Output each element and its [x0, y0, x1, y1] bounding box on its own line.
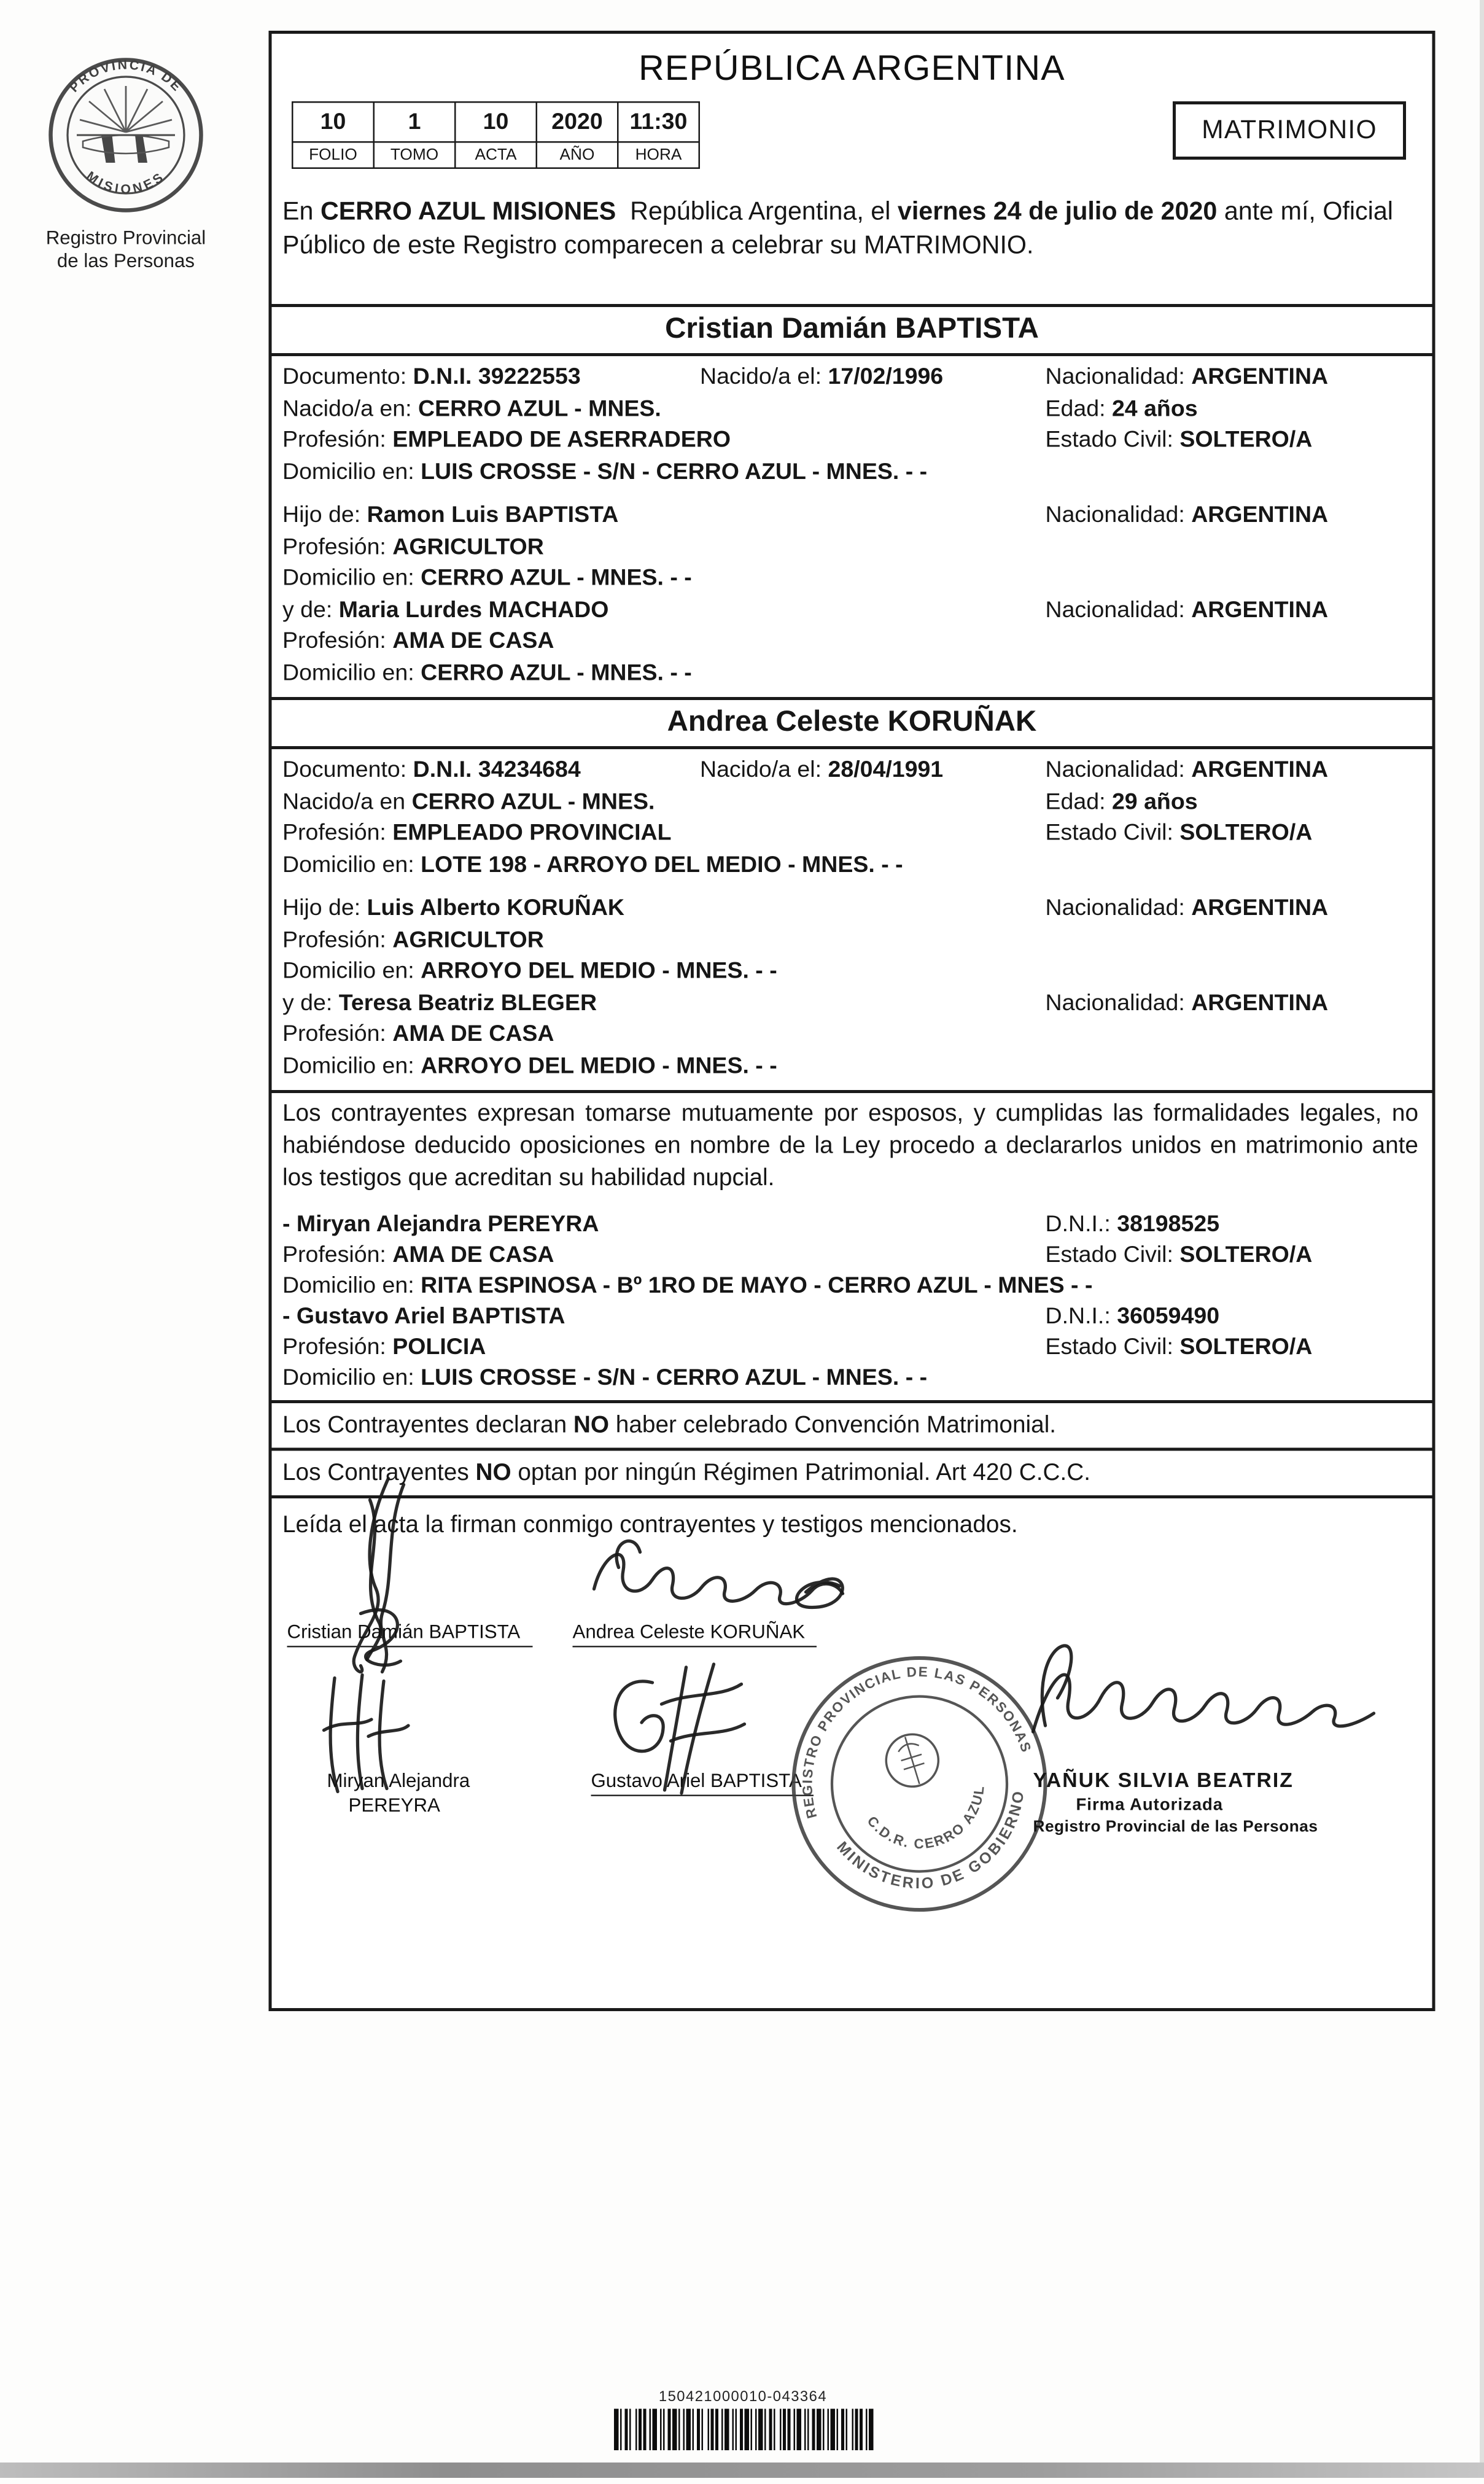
- groom-details: [272, 356, 1432, 697]
- bride-mother-row: [272, 989, 1432, 1021]
- field: [282, 820, 672, 846]
- bride-details: [272, 749, 1432, 1090]
- field-label: Domicilio en:: [282, 851, 414, 878]
- field-label: Nacido/a el:: [700, 757, 822, 783]
- field: [282, 1212, 599, 1238]
- field-label: Profesión:: [282, 926, 386, 953]
- intro-place: CERRO AZUL MISIONES: [320, 198, 616, 226]
- field-value: Ramon Luis BAPTISTA: [367, 502, 619, 528]
- province-seal: [46, 55, 206, 215]
- groom-profession-row: [272, 427, 1432, 458]
- field: [1046, 1304, 1220, 1330]
- field-label: Nacionalidad:: [1045, 364, 1185, 390]
- field-label: D.N.I.:: [1045, 1303, 1111, 1330]
- field: [282, 1021, 554, 1048]
- field-label: y de:: [282, 596, 333, 623]
- field-value: ARROYO DEL MEDIO - MNES. - -: [421, 1052, 777, 1079]
- field: [1046, 596, 1329, 623]
- field-value: 17/02/1996: [828, 364, 944, 390]
- groom-name-header: Cristian Damián BAPTISTA: [272, 304, 1432, 356]
- field-label: Domicilio en:: [282, 958, 414, 984]
- field-label: Hijo de:: [282, 895, 361, 921]
- field: [1046, 1334, 1313, 1361]
- bride-father-profession-row: [272, 927, 1432, 958]
- field-value: AMA DE CASA: [392, 628, 554, 654]
- field-value: ARGENTINA: [1191, 989, 1329, 1016]
- field-label: Documento:: [282, 757, 407, 783]
- field-label: Estado Civil:: [1045, 427, 1173, 453]
- field: [282, 427, 731, 453]
- groom-mother-profession-row: [272, 628, 1432, 660]
- field-value: 38198525: [1117, 1211, 1220, 1237]
- svg-text:REGISTRO PROVINCIAL DE LAS PER: [770, 1634, 1035, 1820]
- field: [282, 1242, 554, 1269]
- acta-value: 10: [455, 102, 537, 142]
- misiones-seal-icon: [46, 55, 206, 215]
- stamp-center-text: C.D.R. CERRO AZUL: [864, 1784, 987, 1852]
- intro-date: viernes 24 de julio de 2020: [897, 198, 1218, 226]
- field-label: y de:: [282, 989, 333, 1016]
- field-value: SOLTERO/A: [1179, 1334, 1313, 1360]
- registry-reference-table: [292, 101, 700, 169]
- folio-value: 10: [292, 102, 374, 142]
- field: [282, 1365, 927, 1392]
- act-type-badge: MATRIMONIO: [1173, 101, 1406, 160]
- seal-caption-line2: de las Personas: [56, 250, 195, 272]
- field-value: ARROYO DEL MEDIO - MNES. - -: [421, 958, 777, 984]
- bride-father-row: [272, 895, 1432, 927]
- folio-header: FOLIO: [292, 142, 374, 168]
- groom-father-profession-row: [272, 534, 1432, 565]
- groom-father-address-row: [272, 565, 1432, 596]
- field-value: 36059490: [1117, 1303, 1220, 1330]
- field-label: Domicilio en:: [282, 1365, 414, 1391]
- hora-header: HORA: [618, 142, 699, 168]
- field-label: Nacido/a en:: [282, 395, 412, 422]
- field-label: Nacionalidad:: [1045, 895, 1185, 921]
- field-label: Estado Civil:: [1045, 820, 1173, 846]
- field-label: Domicilio en:: [282, 458, 414, 485]
- field: [282, 989, 597, 1016]
- witness1-signature-name: Miryan Alejandra PEREYRA: [327, 1770, 470, 1816]
- closing-statement: Leída el acta la firman conmigo contrayentes y testigos mencionados.: [282, 1512, 1018, 1538]
- bride-profession-row: [272, 820, 1432, 851]
- field-label: Profesión:: [282, 427, 386, 453]
- declaration-text: Los Contrayentes: [282, 1460, 476, 1486]
- bride-name-header: Andrea Celeste KORUÑAK: [272, 697, 1432, 749]
- hora-value: 11:30: [618, 102, 699, 142]
- field: [282, 1334, 486, 1361]
- field-value: EMPLEADO DE ASERRADERO: [392, 427, 731, 453]
- field-value: D.N.I. 39222553: [413, 364, 581, 390]
- witness-name: - Gustavo Ariel BAPTISTA: [282, 1303, 565, 1330]
- declaration-emphasis: NO: [475, 1460, 511, 1486]
- barcode: [611, 2389, 875, 2450]
- witness1-address-row: [272, 1273, 1432, 1304]
- anio-value: 2020: [537, 102, 618, 142]
- convention-declaration: [272, 1400, 1432, 1448]
- field: [282, 364, 581, 391]
- field: [282, 1053, 777, 1079]
- field-value: AMA DE CASA: [392, 1021, 554, 1047]
- field-label: Nacionalidad:: [1045, 757, 1185, 783]
- declaration-text: Los Contrayentes declaran: [282, 1412, 573, 1439]
- field-value: LUIS CROSSE - S/N - CERRO AZUL - MNES. - -: [421, 1365, 928, 1391]
- field: [1046, 989, 1329, 1016]
- field: [282, 596, 608, 623]
- field-label: Nacido/a el:: [700, 364, 822, 390]
- tomo-value: 1: [374, 102, 456, 142]
- field: [1046, 788, 1198, 815]
- field-value: 24 años: [1111, 395, 1198, 422]
- intro-text: República Argentina, el: [616, 198, 898, 226]
- field: [700, 364, 943, 391]
- declaration-text: optan por ningún Régimen Patrimonial. Art 420 C.C.C.: [511, 1460, 1091, 1486]
- registry-values-row: [292, 102, 699, 142]
- official-signature-icon: [1018, 1633, 1402, 1769]
- field-label: Edad:: [1045, 395, 1106, 422]
- field: [282, 395, 661, 422]
- signatures-section: [272, 1541, 1432, 2008]
- document-title: REPÚBLICA ARGENTINA: [639, 47, 1065, 88]
- field: [700, 757, 943, 784]
- field-value: ARGENTINA: [1191, 757, 1329, 783]
- field-label: Profesión:: [282, 1021, 386, 1047]
- consent-paragraph: Los contrayentes expresan tomarse mutuamente por esposos, y cumplidas las formalidades legales, no habiéndose deducido oposiciones en nombre de la Ley procedo a declararlos unidos en matrimonio ante los testigos que acreditan su habilidad nupcial.: [272, 1090, 1432, 1199]
- field-value: AGRICULTOR: [392, 533, 544, 560]
- field-label: Edad:: [1045, 788, 1106, 815]
- stamp-arc-bottom-text: MINISTERIO DE GOBIERNO: [833, 1788, 1028, 1893]
- field: [282, 895, 624, 922]
- field: [282, 458, 927, 485]
- groom-document-row: [272, 364, 1432, 395]
- field-value: Luis Alberto KORUÑAK: [367, 895, 625, 921]
- official-signature-block: [1033, 1769, 1402, 1836]
- declaration-emphasis: NO: [573, 1412, 610, 1439]
- field-value: CERRO AZUL - MNES.: [418, 395, 661, 422]
- field-value: 28/04/1991: [828, 757, 944, 783]
- registry-headers-row: [292, 142, 699, 168]
- tomo-header: TOMO: [374, 142, 456, 168]
- field: [282, 927, 544, 953]
- field-value: AGRICULTOR: [392, 926, 544, 953]
- field: [1046, 820, 1313, 846]
- official-title: Firma Autorizada: [1076, 1796, 1224, 1815]
- field-label: Profesión:: [282, 1242, 386, 1268]
- groom-mother-row: [272, 596, 1432, 628]
- seal-arc-top-text: PROVINCIA DE: [66, 57, 185, 95]
- groom-address-row: [272, 458, 1432, 489]
- groom-mother-address-row: [272, 660, 1432, 691]
- witness1-profession-row: [272, 1242, 1432, 1273]
- field-value: CERRO AZUL - MNES. - -: [421, 659, 692, 686]
- field-value: ARGENTINA: [1191, 596, 1329, 623]
- field: [282, 958, 777, 984]
- field: [1046, 502, 1329, 529]
- spacer: [272, 883, 1432, 895]
- barcode-bars: [611, 2409, 875, 2451]
- field-label: Estado Civil:: [1045, 1334, 1173, 1360]
- field: [282, 534, 544, 560]
- bride-mother-profession-row: [272, 1021, 1432, 1053]
- anio-header: AÑO: [537, 142, 618, 168]
- stamp-crest-icon: [895, 1734, 930, 1787]
- field: [1046, 895, 1329, 922]
- field-value: EMPLEADO PROVINCIAL: [392, 820, 672, 846]
- field-label: D.N.I.:: [1045, 1211, 1111, 1237]
- seal-caption: [12, 227, 239, 273]
- official-organization: Registro Provincial de las Personas: [1033, 1818, 1318, 1836]
- field-label: Nacionalidad:: [1045, 502, 1185, 528]
- witness2-profession-row: [272, 1334, 1432, 1365]
- seal-arc-bottom-text: MISIONES: [84, 168, 168, 197]
- field-label: Profesión:: [282, 1334, 386, 1360]
- field-label: Documento:: [282, 364, 407, 390]
- field-label: Domicilio en:: [282, 659, 414, 686]
- field-value: Teresa Beatriz BLEGER: [338, 989, 597, 1016]
- certificate-body: [269, 31, 1435, 2011]
- groom-father-row: [272, 502, 1432, 534]
- field-value: ARGENTINA: [1191, 364, 1329, 390]
- witnesses-section: [272, 1199, 1432, 1401]
- field-label: Nacido/a en: [282, 788, 406, 815]
- witness-name: - Miryan Alejandra PEREYRA: [282, 1211, 599, 1237]
- bride-signature-name: Andrea Celeste KORUÑAK: [573, 1621, 818, 1643]
- bride-address-row: [272, 851, 1432, 882]
- field-label: Profesión:: [282, 533, 386, 560]
- bride-father-address-row: [272, 958, 1432, 989]
- barcode-number: 150421000010-043364: [658, 2389, 828, 2406]
- acta-header: ACTA: [455, 142, 537, 168]
- scan-edge-strip: [0, 2463, 1484, 2478]
- bride-birthplace-row: [272, 788, 1432, 820]
- field-value: CERRO AZUL - MNES. - -: [421, 565, 692, 591]
- scan-edge-line: [1479, 0, 1484, 2463]
- field-value: LUIS CROSSE - S/N - CERRO AZUL - MNES. - -: [421, 458, 928, 485]
- field-value: ARGENTINA: [1191, 895, 1329, 921]
- groom-signature-name: Cristian Damián BAPTISTA: [287, 1621, 533, 1643]
- witness1-name-row: [272, 1212, 1432, 1242]
- opening-paragraph: [272, 187, 1432, 263]
- declaration-text: haber celebrado Convención Matrimonial.: [609, 1412, 1057, 1439]
- field: [1046, 1242, 1313, 1269]
- groom-birthplace-row: [272, 395, 1432, 427]
- field-value: ARGENTINA: [1191, 502, 1329, 528]
- field-value: RITA ESPINOSA - Bº 1RO DE MAYO - CERRO AZUL - MNES - -: [421, 1272, 1093, 1299]
- field-label: Profesión:: [282, 820, 386, 846]
- field: [282, 660, 692, 686]
- field: [282, 757, 581, 784]
- bride-signature-icon: [582, 1525, 866, 1620]
- field: [282, 1273, 1092, 1299]
- field: [282, 628, 554, 655]
- field: [282, 502, 618, 529]
- field: [1046, 364, 1329, 391]
- field-value: AMA DE CASA: [392, 1242, 554, 1268]
- witness2-name-row: [272, 1304, 1432, 1334]
- field-label: Domicilio en:: [282, 1052, 414, 1079]
- spacer: [272, 490, 1432, 502]
- official-name: YAÑUK SILVIA BEATRIZ: [1033, 1769, 1294, 1792]
- field-label: Estado Civil:: [1045, 1242, 1173, 1268]
- field-value: SOLTERO/A: [1179, 427, 1313, 453]
- field-label: Nacionalidad:: [1045, 989, 1185, 1016]
- field-label: Profesión:: [282, 628, 386, 654]
- field-label: Hijo de:: [282, 502, 361, 528]
- groom-signature-icon: [293, 1466, 462, 1689]
- field-value: D.N.I. 34234684: [413, 757, 581, 783]
- field: [282, 851, 903, 878]
- seal-caption-line1: Registro Provincial: [45, 227, 206, 249]
- field-value: SOLTERO/A: [1179, 1242, 1313, 1268]
- intro-text: En: [282, 198, 320, 226]
- header-row: [272, 95, 1432, 187]
- field-label: Domicilio en:: [282, 565, 414, 591]
- field-value: SOLTERO/A: [1179, 820, 1313, 846]
- witness2-address-row: [272, 1365, 1432, 1396]
- bride-mother-address-row: [272, 1053, 1432, 1084]
- witness2-signature-name: Gustavo Ariel BAPTISTA: [591, 1770, 814, 1792]
- field-label: Nacionalidad:: [1045, 596, 1185, 623]
- field-value: LOTE 198 - ARROYO DEL MEDIO - MNES. - -: [421, 851, 903, 878]
- bride-document-row: [272, 757, 1432, 788]
- field-label: Domicilio en:: [282, 1272, 414, 1299]
- field: [1046, 427, 1313, 453]
- field-value: CERRO AZUL - MNES.: [411, 788, 655, 815]
- field-value: Maria Lurdes MACHADO: [338, 596, 609, 623]
- stamp-arc-top-text: REGISTRO PROVINCIAL DE LAS PERSONAS: [799, 1664, 1035, 1820]
- field: [1046, 1212, 1220, 1238]
- field: [282, 1304, 565, 1330]
- field-value: 29 años: [1111, 788, 1198, 815]
- field: [282, 565, 692, 591]
- field: [1046, 757, 1329, 784]
- field: [282, 788, 655, 815]
- field: [1046, 395, 1198, 422]
- field-value: POLICIA: [392, 1334, 486, 1360]
- intro-text: ante mí, Oficial Público de este Registro comparecen a celebrar su MATRIMONIO.: [282, 198, 1400, 260]
